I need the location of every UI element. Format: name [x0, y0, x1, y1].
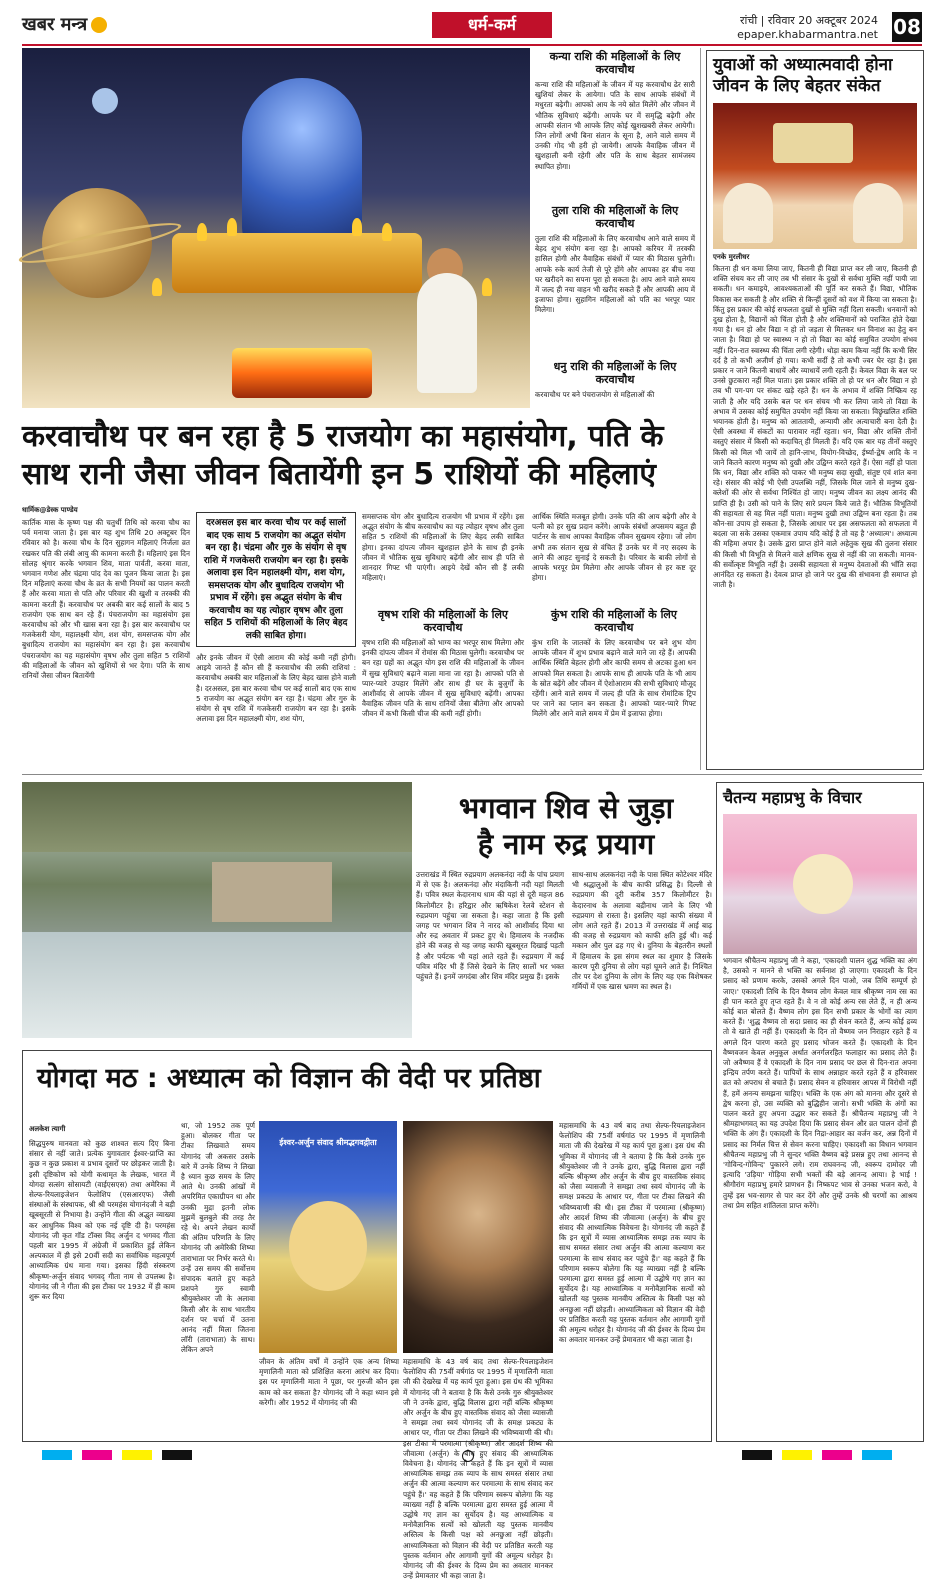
- cyan-swatch: [42, 1450, 72, 1460]
- throne-graphic: [172, 233, 422, 293]
- shiva-col-1: उत्तराखंड में स्थित रुद्रप्रयाग अलकनंदा नदी के पांच प्रयाग में से एक है। अलकनंदा और मंदाकिनी नदी यहां मिलती हैं। पवित्र स्थल केदारनाथ धाम की यहां से दूरी महज 86 किलोमीटर है। हरिद्वार और ऋषिकेश रेलवे स्टेशन से रुद्रप्रयाग पहुंचा जा सकता है। कहा जाता है कि इसी जगह पर भगवान शिव ने नारद को आशीर्वाद दिया था और रुद्र अवतार में प्रकट हुए थे। हिमालय के नजदीक होने की वजह से यह जगह काफी खूबसूरत दिखाई पड़ती है और पर्यटक भी यहां आते रहते हैं। रुद्रप्रयाग में कई पवित्र मंदिर भी हैं जिसे देखने के लिए सालों भर भक्त पहुंचते हैं। इनमें जगदंबा और शिव मंदिर प्रमुख हैं। इसके: [416, 870, 564, 982]
- oil-lamp-icon: [152, 278, 162, 296]
- section-label: धर्म-कर्म: [432, 12, 552, 38]
- havan-fire: [232, 348, 372, 398]
- yellow-swatch: [782, 1450, 812, 1460]
- hero-photo-shani-puja: [22, 48, 530, 408]
- masthead: [22, 10, 922, 46]
- shiva-col-2: साथ-साथ अलकनंदा नदी के पास स्थित कोटेश्वर मंदिर भी श्रद्धालुओं के बीच काफी प्रसिद्ध है। दिल्ली से रुद्रप्रयाग की दूरी करीब 357 किलोमीटर है। केदारनाथ के अलावा बद्रीनाथ जाने के लिए भी रुद्रप्रयाग से रास्ता है। इसलिए यहां काफी संख्या में लोग आते रहते हैं। 2013 में उत्तराखंड में आई बाढ़ की वजह से रुद्रप्रयाग को काफी क्षति हुई थी। कई मकान और पुल ढह गए थे। दुनिया के बेहतरीन स्थलों में हिमालय के इस संगम स्थल का शुमार है जिसके कारण पूरी दुनिया से लोग यहां घूमने आते हैं। निश्चित तौर पर देश दुनिया के लोग के लिए यह एक विशेषकर गर्मियों में एक खास भ्रमण का स्थल है।: [572, 870, 712, 992]
- oil-lamp-icon: [352, 218, 362, 236]
- book-cover-title: ईश्वर-अर्जुन संवाद श्रीमद्भगवद्गीता: [279, 1138, 377, 1147]
- yogoda-col-1: सिद्धपुरुष मानवता को कुछ शाश्वत सत्य दिए बिना संसार से नहीं जाते। प्रत्येक युगावतार ईश्वर-प्राप्ति का कुछ न कुछ प्रकाश व प्रभाव दूसरों पर छोड़कर जाती है। इसी दृष्टिकोण को योगी कथामृत के लेखक, भारत में योगदा सत्संग सोसायटी (वाईएसएस) तथा अमेरिका में सेल्फ-रियलाइजेशन फेलोशिप (एसआरएफ) जैसी संस्थाओं के संस्थापक, श्री श्री परमहंस योगानंदजी ने बड़ी खूबसूरती से निभाया है। उन्होंने गीता की अद्भुत व्याख्या कर आधुनिक विश्व को एक नई दृष्टि दी है। परमहंस योगानंद जी कृत गॉड टॉक्स विद अर्जुन द भगवद गीता पहली बार 1995 में अंग्रेजी में प्रकाशित हुई लेकिन अल्पकाल में ही इसे 20वीं सदी का सर्वाधिक महत्वपूर्ण आध्यात्मिक ग्रंथ माना गया। इसका हिंदी संस्करण श्रीकृष्ण-अर्जुन संवाद भगवद् गीता नाम से उपलब्ध है। योगानंद जी ने गीता की इस टीका पर 1932 में ही काम शुरू कर दिया: [29, 1139, 175, 1302]
- rudraprayag-photo: [22, 782, 412, 1038]
- youth-byline: एनके मुरलीधर: [713, 253, 750, 261]
- registration-mark-icon: [462, 1450, 474, 1462]
- dhanu-text: करवाचौथ पर बने पंचराजयोग से महिलाओं की: [535, 390, 655, 399]
- shiva-headline-line1: भगवान शिव से जुड़ा: [458, 791, 674, 825]
- chaitanya-headline: चैतन्य महाप्रभु के विचार: [723, 788, 862, 807]
- yogananda-portrait: [403, 1121, 553, 1353]
- oil-lamp-icon: [197, 223, 207, 241]
- cyan-swatch: [862, 1450, 892, 1460]
- yogoda-col-4: महासमाधि के 43 वर्ष बाद तथा सेल्फ-रियलाइजेशन फेलोशिप की 75वीं वर्षगांठ पर 1995 में मृणालिनी माता जी की देखरेख में यह कार्य पूरा हुआ। इस ग्रंथ की भूमिका में योगानंद जी ने बताया है कि कैसे उनके गुरु श्रीयुक्तेश्वर जी ने उनके द्वारा, बुद्धि विलास द्वारा नहीं बल्कि श्रीकृष्ण और अर्जुन के बीच हुए वास्तविक संवाद को जैसा व्यासजी ने समझा तथा स्वयं योगानंद जी के समक्ष प्रकट्य के आधार पर, गीता पर टीका लिखने की भविष्यवाणी की थी। इस टीका में परमात्मा (श्रीकृष्ण) और आदर्श शिष्य की जीवात्मा (अर्जुन) के बीच हुए संवाद की आध्यात्मिक विवेचना है। योगानंद जी कहते हैं कि इन सूत्रों में व्यास आध्यात्मिक समझ तक व्याप के साथ समस्त संसार तथा अर्जुन की आत्मा कल्याण कर परमात्मा के साथ संवाद कर पहुंचे हैं।' वह कहते हैं कि परिणाम स्वरूप बोलेगा कि यह व्याख्या नहीं है बल्कि परमात्मा द्वारा समस्त हुई आत्मा में उद्घोषे गए ज्ञान का सुर्योदय है। यह आध्यात्मिक व मनोवैज्ञानिक सत्यों को खोलती यह पुस्तक मानवीय अस्तित्व के किसी पक्ष को अनछुआ नहीं छोड़ती। आध्यात्मिकता को विज्ञान की वेदी पर प्रतिष्ठित करती यह पुस्तक वर्तमान और आगामी युगों की अमूल्य धरोहर है। योगानंद जी की ईश्वर के दिव्य प्रेम का अवतार मानकर उन्हें प्रेमावतार भी कहा जाता है।: [559, 1121, 705, 1345]
- magenta-swatch: [822, 1450, 852, 1460]
- kumbh-subhead: कुंभ राशि की महिलाओं के लिए करवाचौथ: [551, 608, 677, 634]
- shiva-headline-line2: है नाम रुद्र प्रयाग: [477, 827, 655, 861]
- header-rule: [22, 44, 922, 46]
- monk-figure: [853, 183, 903, 243]
- yellow-swatch: [122, 1450, 152, 1460]
- newspaper-logo: [22, 12, 107, 36]
- youth-text: कितना ही धन कमा लिया जाए, कितनी ही विद्या प्राप्त कर ली जाए, कितनी ही शक्ति संचय कर ली जाए तब भी संसार के दुखों से सर्वथा मुक्ति नहीं पायी जा सकती। धन कमाइये, आवश्यकताओं की पूर्ति कर सकते हैं। विद्या, भौतिक विकास कर सकती है और शक्ति से किन्हीं दूसरों को वश में किया जा सकता है। किंतु इस प्रकार की कोई सफलता दुखों से मुक्ति नहीं दिला सकती। धनवानों को दुख होता है, विद्यानों को चिंता होती है और शक्तिमानों को पराजित होते देखा गया है। धन हो और विद्या न हो तो जड़ता से मिलकर धन विनाश का हेतु बन जाता है। विद्या हो पर स्वास्थ्य न हो तो विद्या का कोई समुचित उपयोग संभव नहीं। दिन-रात स्वास्थ्य की चिंता लगी रहेगी। थोड़ा काम किया नहीं कि कभी सिर दर्द है तो कभी अजीर्ण हो गया। कभी सर्दी है तो कभी ज्वर घेर रहा है। इस प्रकार न जाने कितनी बाधायें और व्याधायें लगी रहती हैं। केवल विद्या के बल पर उनसे छुटकारा नहीं मिल पाता। इस प्रकार शक्ति तो हो पर धन और विद्या न हो तब भी पग-पग पर संकट खड़े रहते हैं। धन के अभाव में शक्ति निष्क्रिय रह जाती है और यदि उसके बल पर धन संचय भी कर लिया जाये तो विद्या के अभाव में उसका कोई समुचित उपयोग नहीं किया जा सकता। विछ्रृंखलित शक्ति भयानक होती है। मनुष्य को आततायी, अन्यायी और अत्याचारी बना देती है। ऐसी अवस्था में संकटों का पारावार नहीं रहता। धन, विद्या और शक्ति तीनों वस्तुएं संसार में किसी को कदाचित् ही मिलती हैं। यदि एक बार यह तीनों वस्तुएं किसी को मिल भी जायें तो हानि-लाभ, वियोग-विच्छेद, ईर्ष्या-द्वेष आदि के न जाने कितने कारण मनुष्य को दुखी और उद्विग्न करते रहते हैं। ऐसा नहीं हो पाता कि धन, विद्या और शक्ति को पाकर भी मनुष्य सदा सुखी, संतुष्ट एवं शांत बना रहे। संसार की कोई भी ऐसी उपलब्धि नहीं, जिसके मिल जाने से मनुष्य दुख-क्लेशों की ओर से सर्वथा निश्चिंत हो जाए। मनुष्य जीवन का लक्ष्य आनंद की प्राप्ति ही है। उसी को पाने के लिए सारे प्रयत्न किये जाते हैं। भौतिक विभूतियों की सहायता से वह मिल नहीं पाता। मनुष्य दुखी तथा उद्विग्न बना रहता है। तब कौन-सा उपाय हो सकता है, जिसके आधार पर इस असफलता को सफलता में बदला जा सके उसका एकमात्र उपाय यदि कोई है तो वह है 'अध्यात्म'। अध्यात्म की महिमा अपार है। उसके द्वारा प्राप्त होने वाले अहेतुक सुख की तुलना संसार की किसी भी विभूति से मिलने वाले क्षणिक सुख से नहीं की जा सकती। मानव-की सर्वोत्कृष्ट विभूति नहीं है। उसकी सहायता से मनुष्य देवताओं की भाँति सदा आनंदित रह सकता है। देवत्व प्राप्त हो जाने पर दुख की संभावना ही समाप्त हो जाती है।: [713, 264, 917, 590]
- main-col-4-text: आर्थिक स्थिति मजबूत होगी। उनके पति की आय बढ़ेगी और वे पत्नी को हर सुख प्रदान करेंगे। आपके संबंधों अपसमय बहुत ही पार्टनर के साथ आपका वैवाहिक जीवन सुखमय रहेगा। जो लोग अभी तक संतान सुख से वंचित हैं उनके घर में नए सदस्य के आने की आहट सुनाई दे सकती है। परिवार के बाकी लोगों से आपके भरपूर प्रेम मिलेगा और आपके जीवन से हर कष्ट दूर होगा।: [532, 512, 696, 583]
- vrishabh-subhead: वृषभ राशि की महिलाओं के लिए करवाचौथ: [378, 608, 508, 634]
- moon-graphic: [92, 88, 118, 114]
- mountain-graphic: [22, 782, 412, 852]
- dateline: [737, 14, 878, 42]
- oil-lamp-icon: [227, 218, 237, 236]
- magenta-swatch: [82, 1450, 112, 1460]
- main-col-3-text: समसप्तक योग और बुधादित्य राजयोग भी प्रभाव में रहेंगे। इस अद्भुत संयोग के बीच करवाचौथ का यह त्योहार वृषभ और तुला सहित 5 राशियों की महिलाओं के लिए बेहद लकी साबित होगा। इनका दांपत्य जीवन खुशहाल होने के साथ ही इनके जीवन में भौतिक सुख सुविधाएं बढ़ेंगी और साथ ही पति से शानदार गिफ्ट भी पाएंगी। आइये देखें कौन सी हैं लकी महिलाएं।: [362, 512, 524, 583]
- tula-subhead: तुला राशि की महिलाओं के लिए करवाचौथ: [551, 204, 679, 230]
- logo-text: खबर मन्त्र: [22, 14, 88, 35]
- page-number: 08: [892, 12, 922, 42]
- main-col-1: कार्तिक मास के कृष्ण पक्ष की चतुर्थी तिथि को करवा चौथ का पर्व मनाया जाता है। इस बार यह शुभ तिथि 20 अक्टूबर दिन रविवार को है। करवा चौथ के दिन सुहागन महिलाएं निर्जला व्रत रखकर पति की लंबी आयु की कामना करती हैं। महिलाएं इस दिन सोलह श्रृंगार करके भगवान शिव, माता पार्वती, करवा माता, भगवान गणेश और चंद्रमा पांद देव का पूजन किया जाता है। इस दिन महिलाएं करवा चौथ के व्रत के सभी नियमों का पालन करती हैं और करवा माता से पति और परिवार की खुशी व तरक्की की कामना करती हैं। करवाचौथ पर अबकी बार कई सालों के बाद 5 राजयोग एक साथ बन रहे हैं। पंचराजयोग का महासंयोग इस करवाचौथ को और भी खास बना रहा है। इस बार करवाचौथ पर गजकेसरी योग, महालक्ष्मी योग, शश योग, समसप्तक योग और बुधादित्य राजयोग का महासंयोग बन रहा है। इस करवाचौथ पंचराजयोग का यह महासंयोग वृषभ और तुला सहित 5 राशियों की महिलाओं के जीवन को खुशियों से भर देगा। पति के साथ रानियों जैसा जीवन बितायेंगी: [22, 518, 190, 681]
- yogoda-col-2: था, जो 1952 तक पूर्ण हुआ। बोलकर गीता पर टीका लिखवाते समय योगानंद जी अकसर उसके बारे में उनके शिष्य ने लिखा है ध्यान कुछ समय के लिए आते थे। उनकी आंखों में अपरिमित एकाग्रीपन था और उनकी मुद्रा इतनी लोक मुझमें बुलबुले की तरह तैर रहे थे। अपने लेखन कार्यों की अंतिम परिणति के लिए योगानंद जी अमेरिकी शिष्या ताराभाता पर निर्भर करते थे। उन्हें उस समय की सर्वोत्तम संपादक बताते हुए कहते प्रशपने गुरु स्वामी श्रीयुक्तेश्वर जी के अलावा किसी और के साथ भारतीय दर्शन पर चर्चा में उतना आनंद नहीं मिला जितना लॉरी (ताराभाता) के साथ। लेकिन अपने: [181, 1121, 255, 1355]
- vrishabh-text: वृषभ राशि की महिलाओं को भाग्य का भरपूर साथ मिलेगा और इनकी दांपत्य जीवन में रोमांस की मिठास घुलेगी। करवाचौथ पर बन रहा ग्रहों का अद्भुत योग इस राशि की महिलाओं के जीवन में सुख सुविधाएं बढ़ाने वाला माना जा रहा है। आपको पति से प्यार-प्यारे उपहार मिलेंगे और साथ ही घर के बुजुर्गों के आशीर्वाद से आपके जीवन में सुख सुविधाएं बढ़ेंगी। आपका वैवाहिक जीवन पति के साथ रानियों जैसा बीतेगा और आपको जीवन में कभी किसी चीज की कमी नहीं होगी।: [362, 638, 524, 719]
- zodiac-column: [535, 50, 695, 408]
- main-col-3: [362, 512, 524, 765]
- main-byline: धार्मिक@डेस्क पाण्डेय: [22, 506, 78, 514]
- black-swatch: [162, 1450, 192, 1460]
- deity-figure: [242, 78, 362, 248]
- logo-mark-icon: [91, 17, 107, 33]
- main-col-2-text: और इनके जीवन में ऐसी आराम की कोई कमी नहीं होगी। आइये जानते हैं कौन सी हैं करवाचौथ की लकी राशियां : करवाचौथ अबकी बार महिलाओं के लिए बेहद खास होने वाली है। दरअसल, इस बार करवा चौथ पर कई सालों बाद एक साथ 5 राजयोग का अद्भुत संयोग बन रहा है। चंद्रमा और गुरु के संयोग से वृष राशि में गजकेसरी राजयोग बन रहा है। इसके अलावा इस दिन महालक्ष्मी योग, शश योग,: [196, 653, 356, 724]
- devotee-figure: [417, 273, 477, 393]
- print-registration-bar: [22, 1448, 922, 1462]
- kanya-subhead: कन्या राशि की महिलाओं के लिए करवाचौथ: [549, 50, 681, 76]
- yogoda-col-3: जीवन के अंतिम वर्षों में उन्होंने एक अन्य शिष्या मृणालिनी माता को प्रशिक्षित करना आरंभ कर दिया। इस पर मृणालिनी माता ने पूछा, पर गुरुजी कौन इस काम को कर सकता है? योगानंद जी ने कहा ध्यान इसे करेगी। और 1952 में योगानंद जी की: [259, 1357, 399, 1407]
- youth-headline: युवाओं को अध्यात्मवादी होना जीवन के लिए बेहतर संकेत: [713, 55, 893, 96]
- yogoda-col-4a: महासमाधि के 43 वर्ष बाद तथा सेल्फ-रियलाइजेशन फेलोशिप की 75वीं वर्षगांठ पर 1995 में मृणालिनी माता जी की देखरेख में यह कार्य पूरा हुआ। इस ग्रंथ की भूमिका में योगानंद जी ने बताया है कि कैसे उनके गुरु श्रीयुक्तेश्वर जी ने उनके द्वारा, बुद्धि विलास द्वारा नहीं बल्कि श्रीकृष्ण और अर्जुन के बीच हुए वास्तविक संवाद को जैसा व्यासजी ने समझा तथा स्वयं योगानंद जी के समक्ष प्रकट्य के आधार पर, गीता पर टीका लिखने की भविष्यवाणी की थी। इस टीका में परमात्मा (श्रीकृष्ण) और आदर्श शिष्य की जीवात्मा (अर्जुन) के बीच हुए संवाद की आध्यात्मिक विवेचना है। योगानंद जी कहते हैं कि इन सूत्रों में व्यास आध्यात्मिक समझ तक व्याप के साथ समस्त संसार तथा अर्जुन की आत्मा कल्याण कर परमात्मा के साथ संवाद कर पहुंचे हैं।' वह कहते हैं कि परिणाम स्वरूप बोलेगा कि यह व्याख्या नहीं है बल्कि परमात्मा द्वारा समस्त हुई आत्मा में उद्घोषे गए ज्ञान का सुर्योदय है। यह आध्यात्मिक व मनोवैज्ञानिक सत्यों को खोलती यह पुस्तक मानवीय अस्तित्व के किसी पक्ष को अनछुआ नहीं छोड़ती। आध्यात्मिकता को विज्ञान की वेदी पर प्रतिष्ठित करती यह पुस्तक वर्तमान और आगामी युगों की अमूल्य धरोहर है। योगानंद जी की ईश्वर के दिव्य प्रेम का अवतार मानकर उन्हें प्रेमावतार भी कहा जाता है।: [403, 1357, 553, 1581]
- black-swatch: [742, 1450, 772, 1460]
- yogoda-headline: योगदा मठ : अध्यात्म को विज्ञान की वेदी पर प्रतिष्ठा: [37, 1063, 541, 1094]
- shiva-headline: [416, 790, 716, 864]
- monk-figure: [723, 183, 773, 243]
- yogoda-box: [22, 1050, 712, 1581]
- main-headline: करवाचौथ पर बन रहा है 5 राजयोग का महासंयोग, पति के साथ रानी जैसा जीवन बितायेंगी इन 5 राशियों की महिलाएं: [22, 419, 664, 492]
- column-divider: [700, 48, 701, 770]
- main-col-4: [532, 512, 696, 765]
- temple-complex-graphic: [212, 862, 332, 922]
- oil-lamp-icon: [382, 223, 392, 241]
- oil-lamp-icon: [482, 278, 492, 296]
- chaitanya-box: [716, 782, 924, 1442]
- deity-feet-graphic: [793, 854, 853, 914]
- kumbh-text: कुंभ राशि के जातकों के लिए करवाचौथ पर बने शुभ योग आपके जीवन में शुभ प्रभाव बढ़ाने वाले माने जा रहे हैं। आपकी आर्थिक स्थिति बेहतर होगी और काफी समय से अटका हुआ धन आपको मिल सकता है। आपके साथ ही आपके पति के भी आय के स्रोत बढ़ेंगे और जीवन में ऐशोआराम की सभी सुविधाएं मौजूद रहेंगी। आने वाले समय में जल्द ही पति के साथ रोमांटिक ट्रिप पर जाने का प्लान बन सकता है। आपको प्यार-प्यारे गिफ्ट मिलेंगे और आने वाले समय में प्रेम में इजाफा होगा।: [532, 638, 696, 719]
- kanya-text: कन्या राशि की महिलाओं के जीवन में यह करवाचौथ ढेर सारी खुशियां लेकर के आयेगा। पति के साथ आपके संबंधों में मधुरता बढ़ेगी। आपको आय के नये स्रोत मिलेंगे और जीवन में भौतिक सुविधाएं बढ़ेंगी। आपके घर में समृद्धि बढ़ेगी और आपकी संतान भी आपके लिए कोई खुशखबरी लेकर आयेगी। जिन लोगों अभी बिना संतान के सूना है, आने वाले समय में उनकी गोद भी हरी हो जायेगी। आपके वैवाहिक जीवन में खुशहाली बनी रहेगी और पति के साथ बेहतर सामंजस्य स्थापित होगा।: [535, 80, 695, 171]
- chaitanya-text: भगवान श्रीचैतन्य महाप्रभु जी ने कहा, 'एकादशी पालन शुद्ध भक्ति का अंग है, उसको न मानने से भक्ति का सर्वनाश हो जाएगा। एकादशी के दिन प्रसाद को प्रणाम करके, उसको अगले दिन पाओ, जब तिथि सम्पूर्ण हो जाए।' एकादशी तिथि के दिन वैष्णव लोग केवल मात्र श्रीकृष्ण नाम रस का ही पान करते हुए तृप्त रहते हैं। वे न तो कोई अन्य रस लेते हैं, न ही अन्य कोई बात बोलते हैं। वैष्णव लोग इस दिन सभी प्रकार के भोगों का त्याग करते हैं। 'शुद्ध वैष्णव तो सदा प्रसाद का ही सेवन करते हैं, अन्य कोई द्रव्य तो वे खाते ही नहीं हैं। एकादशी के दिन तो वैष्णव जन निराहार रहते हैं व अगले दिन पारण करते हुए प्रसाद भोजन करते हैं। एकादशी के दिन वैष्णवजन केवल अनुकूल अर्थात अनर्गलरहित फलाहार का प्रसाद लेते हैं। जो अवैष्णव हैं वे एकादशी के दिन नाम प्रसाद पर छल से दिन-रात अपना इन्द्रिय तर्पण करते हैं। पापियों के साथ अन्नाहार करते रहते हैं व हरिवासर व्रत को अपराध से बचाते हैं। प्रसाद सेवन व हरिवासर आपस में विरोधी नहीं हैं, हमें अनन्य समझना चाहिए। भक्ति के एक अंग को मानना और दूसरे से द्वेष करना हो, उस व्यक्ति को बुद्धिहीन जानो। सभी भक्ति के अंगों का पालन करते हुए अपना उद्धार कर सकते हैं। श्रीचैतन्य महाप्रभु जी ने श्रीमहाभगवत् का यह उपदेश दिया कि प्रसाद सेवन और व्रत पालन दोनों ही भक्ति के अंग हैं। एकादशी के दिन निद्रा-आहार का वर्जन कर, अन्न दिनों में प्रसाद का निर्मल चित्त से सेवन करना चाहिए। एकादशी का विधान भगवान श्रीचैतन्य महाप्रभु जी ने सुन्दर भक्ति वैष्णव बड़े प्रसन्न हुए तथा आनन्द से 'गोविन्द-गोविन्द' पुकारने लगे। राम राघवनन्द जी, श्वरूप दामोदर जी इत्यादि 'उड़िया' गोड़िया सभी भक्तों की बड़े आनन्द आया। हे भाई ! श्रीगौरांग महाप्रभु हमारे प्राणधन हैं। निष्कपट भाव से उनका भजन करो, वे तुम्हें इस भव-सागर से पार कर देंगे और तुम्हें उनके श्री चरणों का आश्रय तथा प्रेम सहित शांतिलता प्राप्त करेंगे।: [723, 956, 917, 1210]
- pullquote-box: दरअसल इस बार करवा चौथ पर कई सालों बाद एक साथ 5 राजयोग का अद्भुत संयोग बन रहा है। चंद्रमा और गुरु के संयोग से वृष राशि में गजकेसरी राजयोग बन रहा है। इसके अलावा इस दिन महालक्ष्मी योग, शश योग, समसप्तक योग और बुधादित्य राजयोग भी प्रभाव में रहेंगे। इस अद्भुत संयोग के बीच करवाचौथ का यह त्योहार वृषभ और तुला सहित 5 राशियों की महिलाओं के लिए बेहद लकी साबित होगा।: [196, 512, 356, 647]
- krishna-arjun-graphic: [289, 1201, 367, 1291]
- chaitanya-deity-photo: [723, 814, 917, 954]
- main-col-2: [196, 512, 356, 765]
- youth-photo-monks: [713, 103, 917, 249]
- website-url[interactable]: epaper.khabarmantra.net: [737, 28, 878, 41]
- issue-date: रांची | रविवार 20 अक्टूबर 2024: [739, 14, 878, 27]
- section-rule: [22, 774, 922, 775]
- river-confluence-graphic: [22, 932, 412, 1038]
- gita-book-cover: [259, 1121, 397, 1353]
- tula-text: तुला राशि की महिलाओं के लिए करवाचौथ आने वाले समय में बेहद शुभ संयोग बना रहा है। आपको करियर में तरक्की हासिल होगी और वैवाहिक संबंधों में प्यार की मिठास घुलेगी। आपके रुके कार्य तेजी से पूरे होंगे और आपका हर बीच नया घर खरीदने का सपना पूरा हो सकता है। आप आने वाले समय में जल्द ही नया वाहन भी खरीद सकते हैं और आपकी आय में इजाफा होगा। सुहागिन महिलाओं को पति का भरपूर प्यार मिलेगा।: [535, 234, 695, 315]
- youth-story-box: [706, 50, 924, 770]
- altar-graphic: [773, 123, 853, 163]
- yogoda-byline: अलकेश त्यागी: [29, 1125, 66, 1133]
- dhanu-subhead: धनु राशि की महिलाओं के लिए करवाचौथ: [553, 360, 677, 386]
